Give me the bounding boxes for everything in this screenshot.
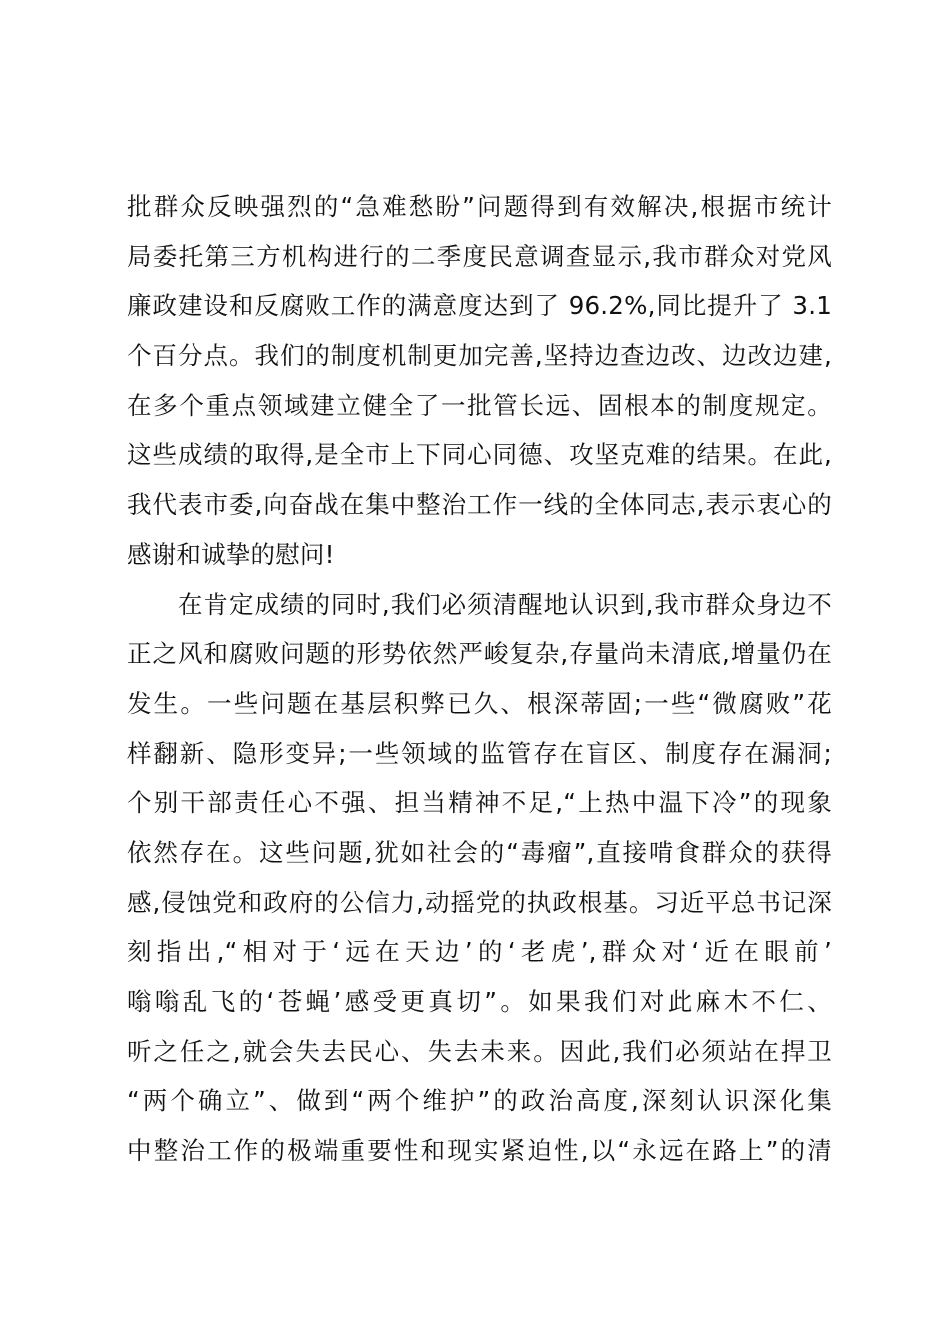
text-line: 个别干部责任心不强、担当精神不足,“上热中温下冷”的现象 bbox=[127, 788, 832, 818]
text-line: 个百分点。我们的制度机制更加完善,坚持边查边改、边改边建, bbox=[127, 341, 832, 371]
text-line: 这些成绩的取得,是全市上下同心同德、攻坚克难的结果。在此, bbox=[127, 440, 832, 470]
text-line: 感谢和诚挚的慰问! bbox=[127, 539, 335, 569]
text-line: “两个确立”、做到“两个维护”的政治高度,深刻认识深化集 bbox=[127, 1086, 832, 1116]
text-line: 样翻新、隐形变异;一些领域的监管存在盲区、制度存在漏洞; bbox=[127, 738, 832, 768]
text-line: 正之风和腐败问题的形势依然严峻复杂,存量尚未清底,增量仍在 bbox=[127, 639, 832, 669]
text-line: 在多个重点领域建立健全了一批管长远、固根本的制度规定。 bbox=[127, 390, 832, 420]
text-line: 在肯定成绩的同时,我们必须清醒地认识到,我市群众身边不 bbox=[178, 589, 832, 619]
text-line: 中整治工作的极端重要性和现实紧迫性,以“永远在路上”的清 bbox=[127, 1136, 832, 1166]
text-line: 廉政建设和反腐败工作的满意度达到了 96.2%,同比提升了 3.1 bbox=[127, 291, 832, 321]
text-line: 感,侵蚀党和政府的公信力,动摇党的执政根基。习近平总书记深 bbox=[127, 887, 832, 917]
text-line: 依然存在。这些问题,犹如社会的“毒瘤”,直接啃食群众的获得 bbox=[127, 837, 832, 867]
text-line: 批群众反映强烈的“急难愁盼”问题得到有效解决,根据市统计 bbox=[127, 192, 832, 221]
text-line: 发生。一些问题在基层积弊已久、根深蒂固;一些“微腐败”花 bbox=[127, 688, 832, 718]
body-text bbox=[127, 182, 832, 1176]
text-line: 嗡嗡乱飞的‘苍蝇’感受更真切”。如果我们对此麻木不仁、 bbox=[127, 987, 832, 1016]
text-line: 刻指出,“相对于‘远在天边’的‘老虎’,群众对‘近在眼前’ bbox=[127, 937, 832, 967]
text-line: 听之任之,就会失去民心、失去未来。因此,我们必须站在捍卫 bbox=[127, 1036, 832, 1066]
text-line: 我代表市委,向奋战在集中整治工作一线的全体同志,表示衷心的 bbox=[127, 490, 832, 520]
text-line: 局委托第三方机构进行的二季度民意调查显示,我市群众对党风 bbox=[127, 241, 832, 271]
